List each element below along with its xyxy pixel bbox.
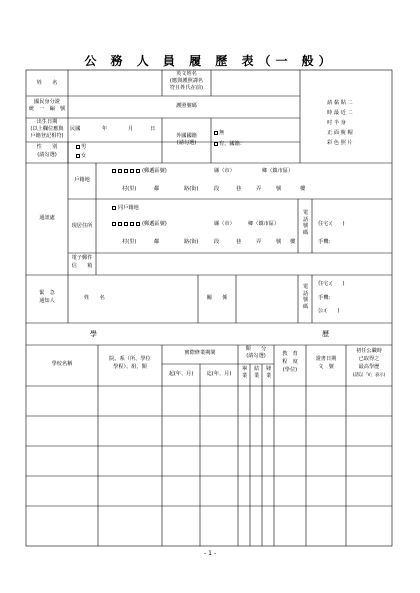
foreign-label: 外國國籍 xyxy=(176,133,197,139)
education-row[interactable] xyxy=(26,416,392,446)
dropped-header: 肄業 xyxy=(266,366,272,379)
edu-level-header: (學位) xyxy=(282,367,298,373)
emergency-label: 緊 急 xyxy=(39,290,55,296)
birth-day: 日 xyxy=(150,126,156,132)
road-label: 路(街) xyxy=(184,239,199,245)
id-label: 國民身分證 xyxy=(34,99,60,105)
birth-label: 出生日期 xyxy=(36,119,58,125)
highest-degree-header: 最高學歷 xyxy=(358,364,380,370)
postal-code-label: (郵遞區號) xyxy=(142,168,167,174)
foreign-yes-checkbox[interactable] xyxy=(214,142,218,146)
alley-label: 弄 xyxy=(256,239,262,245)
highest-degree-note: (請以「V」表示) xyxy=(352,373,386,378)
emergency-label: 通知人 xyxy=(39,298,55,304)
county-label: 縣（市） xyxy=(214,221,235,227)
foreign-none-label: 無 xyxy=(219,130,225,136)
foreign-none-checkbox[interactable] xyxy=(214,131,218,135)
village-label: 村(里) xyxy=(122,239,137,245)
education-row[interactable] xyxy=(26,446,392,476)
gender-note: (請勾選) xyxy=(37,152,57,158)
passport-label: 護照號碼 xyxy=(176,103,197,109)
emergency-office-phone: 公:( ) xyxy=(318,308,340,314)
birth-year: 年 xyxy=(102,126,108,132)
same-as-household-label: 同戶籍地 xyxy=(118,205,139,211)
county-label: 縣（市） xyxy=(214,168,235,174)
passport-field[interactable] xyxy=(212,97,299,117)
emergency-phone-label: 電 話 號 碼 xyxy=(303,284,309,310)
mobile-phone-label: 手機: xyxy=(318,239,331,245)
photo-instruction: 時 最 近 二 xyxy=(327,110,353,116)
village-label: 村(里) xyxy=(122,186,137,192)
highest-degree-header: 初任公職時 xyxy=(356,348,382,354)
postal-code-label: (郵遞區號) xyxy=(142,221,167,227)
name-field[interactable] xyxy=(69,71,161,95)
emergency-mobile-phone: 手機: xyxy=(318,295,331,301)
emergency-name-label: 姓 名 xyxy=(84,295,105,301)
gender-male-label: 男 xyxy=(81,144,87,150)
education-row[interactable] xyxy=(26,386,392,416)
road-label: 路(街) xyxy=(184,186,199,192)
gender-male-checkbox[interactable] xyxy=(76,145,80,149)
lane-label: 巷 xyxy=(236,239,242,245)
emergency-relation-label: 關 係 xyxy=(206,295,228,301)
id-field[interactable] xyxy=(69,97,161,117)
phone-label: 電 話 號 碼 xyxy=(303,210,309,236)
category-note: (請勾選) xyxy=(246,353,266,359)
emergency-home-phone: 住宅:( ) xyxy=(318,281,345,287)
graduated-header: 畢業 xyxy=(242,366,248,379)
township-label: 鄉（鎮市區） xyxy=(248,221,280,227)
address-section-label: 通訊處 xyxy=(39,215,55,221)
category-header: 類 分 xyxy=(245,346,267,352)
english-name-note: 符且姓氏在前) xyxy=(169,85,204,91)
birth-month: 月 xyxy=(128,126,134,132)
from-header: 起(年、月) xyxy=(168,371,194,377)
township-label: 鄉（鎮市區） xyxy=(262,168,294,174)
photo-area[interactable] xyxy=(301,71,391,162)
department-header: 院、系（所、學位 xyxy=(109,356,151,362)
birth-note: (以上欄位應與 xyxy=(30,126,64,132)
home-phone-label: 住宅:( ) xyxy=(318,221,345,227)
cert-date-header: 證書日期 xyxy=(315,356,337,362)
english-name-field[interactable] xyxy=(212,71,299,95)
foreign-yes-label: 有，國籍： xyxy=(219,141,245,147)
number-label: 號 xyxy=(276,239,282,245)
edu-level-header: 程 度 xyxy=(282,359,298,365)
birth-note: 戶籍登記相符) xyxy=(30,133,64,139)
residence-label: 現居住所 xyxy=(71,223,93,229)
education-heading-right: 歷 xyxy=(322,330,329,338)
photo-instruction: 吋 半 身 xyxy=(327,120,346,126)
floor-label: 樓 xyxy=(300,186,306,192)
alley-label: 弄 xyxy=(256,186,262,192)
gender-label: 性 別 xyxy=(36,144,58,150)
household-label: 戶籍地 xyxy=(74,177,90,183)
photo-instruction: 彩 色 照 片 xyxy=(327,140,353,146)
education-row[interactable] xyxy=(26,506,392,546)
page-number: - 1 - xyxy=(204,550,216,557)
id-label: 統 一 編 號 xyxy=(28,106,66,112)
to-header: 迄(年、月) xyxy=(206,371,232,377)
email-label: 信 箱 xyxy=(71,263,93,269)
gender-female-checkbox[interactable] xyxy=(76,154,80,158)
photo-instruction: 請 黏 貼 二 xyxy=(327,100,353,106)
education-row[interactable] xyxy=(26,476,392,506)
section-label: 段 xyxy=(214,186,220,192)
completed-header: 結業 xyxy=(254,366,260,379)
neighborhood-label: 鄰 xyxy=(154,186,160,192)
edu-level-header: 教 育 xyxy=(282,351,298,357)
number-label: 號 xyxy=(276,186,282,192)
email-label: 電子郵件 xyxy=(71,255,93,261)
english-name-note: (應與護照譯名 xyxy=(169,78,204,84)
neighborhood-label: 鄰 xyxy=(154,239,160,245)
photo-instruction: 正 面 脫 帽 xyxy=(327,130,353,136)
school-name-header: 學校名稱 xyxy=(51,361,73,367)
cert-date-header: 文 號 xyxy=(318,364,334,370)
foreign-note: (請勾選) xyxy=(176,140,197,146)
emergency-name-field[interactable] xyxy=(120,276,197,322)
education-heading-left: 學 xyxy=(90,330,97,338)
english-name-label: 英文姓名 xyxy=(176,71,197,77)
birth-era: 民國 xyxy=(70,126,81,132)
lane-label: 巷 xyxy=(236,186,242,192)
name-label: 姓 名 xyxy=(36,80,58,86)
department-header: 學程）、組、類 xyxy=(113,364,147,370)
same-as-household-checkbox[interactable] xyxy=(112,206,116,210)
gender-female-label: 女 xyxy=(81,153,87,159)
form-title: 公 務 人 員 履 歷 表（一 般） xyxy=(84,54,336,68)
highest-degree-header: 已取得之 xyxy=(358,356,380,362)
attend-period-header: 實際修業期間 xyxy=(184,350,216,356)
email-field[interactable] xyxy=(97,254,391,274)
floor-label: 樓 xyxy=(290,239,296,245)
emergency-relation-field[interactable] xyxy=(237,276,297,322)
section-label: 段 xyxy=(214,239,220,245)
